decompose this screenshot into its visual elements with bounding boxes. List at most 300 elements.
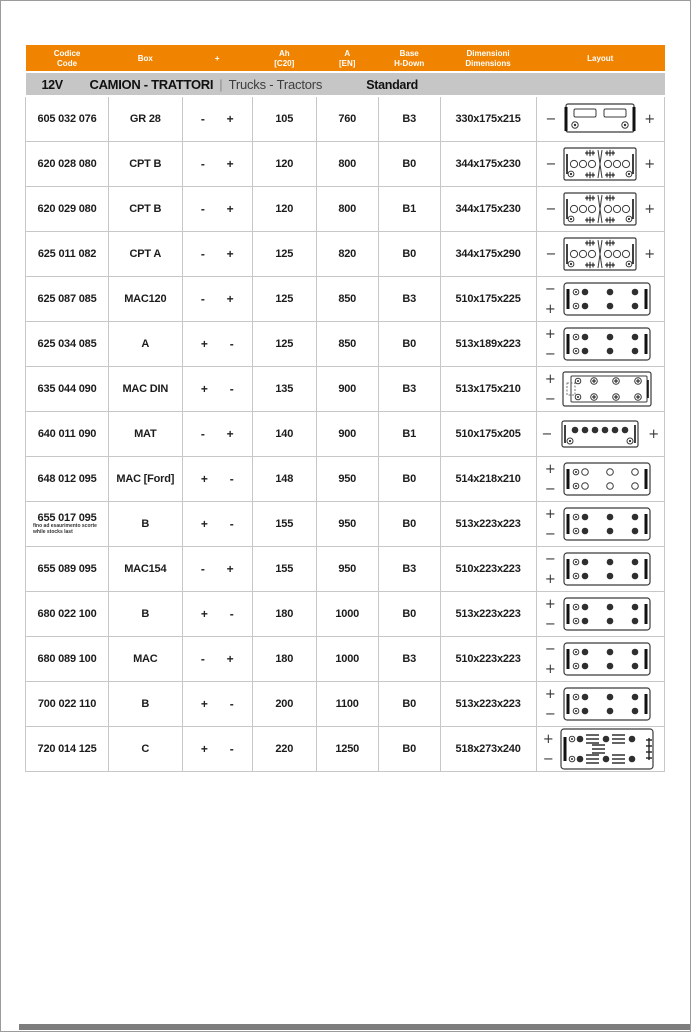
table-row [26,682,665,727]
base-cell [378,637,440,682]
dimensions-value: 510x223x223 [455,653,521,666]
polarity-sign-right: + [648,426,659,442]
box-value: A [141,338,150,351]
polarity-sign-left: − [545,201,557,217]
code-value: 640 011 090 [37,428,97,441]
base-cell [378,96,440,142]
battery-layout-diagram [556,726,658,772]
code-cell [26,322,109,367]
polarity-first: + [200,697,208,712]
en-value: 950 [338,473,357,486]
box-cell [109,232,182,277]
base-cell [378,187,440,232]
base-value: B0 [402,473,416,486]
ah-value: 155 [275,563,294,576]
ah-cell [252,592,316,637]
polarity-second: + [226,292,234,307]
base-value: B0 [402,248,416,261]
battery-layout-diagram [558,593,656,635]
polarity-second: - [229,607,234,622]
en-cell [316,96,378,142]
title-separator: | [219,76,223,92]
footnote-line2: while stocks last [33,529,73,536]
en-cell [316,322,378,367]
polarity-second: - [229,517,234,532]
battery-layout-diagram [558,144,642,184]
polarity-first: + [200,472,208,487]
column-header-line2: Dimensions [465,58,511,68]
column-header-line1: + [214,53,220,63]
en-cell [316,412,378,457]
table-row [26,142,665,187]
base-cell [378,502,440,547]
en-value: 950 [338,563,357,576]
base-cell [378,412,440,457]
battery-spec-table [25,45,665,772]
layout-cell [536,727,665,772]
polarity-second: + [226,247,234,262]
ah-cell [252,547,316,592]
code-value: 720 014 125 [37,743,97,756]
dimensions-value: 344x175x230 [455,158,521,171]
polarity-sign-right: + [644,201,655,217]
battery-layout-diagram [558,683,656,725]
base-value: B3 [402,383,416,396]
base-cell [378,277,440,322]
battery-layout-diagram [554,417,646,451]
layout-cell [536,96,665,142]
column-header-line1: Base [399,49,419,58]
column-header-line2: H-Down [394,58,425,68]
ah-cell [252,412,316,457]
polarity-sign-top: − [544,551,556,567]
ah-value: 120 [275,158,294,171]
layout-cell [536,457,665,502]
polarity-first: - [200,157,205,172]
battery-layout-diagram [558,278,656,320]
polarity-cell [182,547,252,592]
en-value: 850 [338,338,357,351]
battery-layout-diagram [558,458,656,500]
column-header-line2: [EN] [338,58,356,68]
dimensions-cell [440,232,536,277]
base-value: B0 [402,518,416,531]
box-cell [109,457,182,502]
code-value: 655 017 095 [37,512,97,525]
en-value: 1000 [335,653,360,666]
polarity-second: + [226,562,234,577]
table-row [26,727,665,772]
polarity-cell [182,367,252,412]
polarity-cell [182,637,252,682]
dimensions-cell [440,412,536,457]
en-value: 800 [338,158,357,171]
table-row [26,367,665,412]
ah-cell [252,367,316,412]
code-cell [26,187,109,232]
code-value: 635 044 090 [37,383,97,396]
dimensions-value: 513x189x223 [455,338,521,351]
table-row [26,412,665,457]
polarity-sign-top: − [544,281,556,297]
polarity-sign-left: − [541,426,553,442]
battery-layout-diagram [558,503,656,545]
polarity-cell [182,592,252,637]
dimensions-cell [440,322,536,367]
layout-cell [536,502,665,547]
ah-cell [252,322,316,367]
dimensions-value: 518x273x240 [455,743,521,756]
base-value: B0 [402,338,416,351]
base-cell [378,727,440,772]
polarity-cell [182,682,252,727]
polarity-sign-bottom: + [544,301,556,317]
en-value: 1000 [335,608,360,621]
page-bottom-strip [19,1024,690,1030]
box-cell [109,96,182,142]
polarity-cell [182,502,252,547]
table-row [26,547,665,592]
dimensions-cell [440,592,536,637]
en-cell [316,547,378,592]
dimensions-cell [440,502,536,547]
box-cell [109,187,182,232]
box-cell [109,367,182,412]
column-header [252,45,316,72]
layout-cell [536,547,665,592]
polarity-first: - [200,427,205,442]
ah-cell [252,637,316,682]
polarity-second: + [226,652,234,667]
polarity-sign-top: + [544,506,556,522]
base-cell [378,142,440,187]
polarity-sign-top: + [544,596,556,612]
base-cell [378,547,440,592]
polarity-sign-bottom: − [542,751,554,767]
ah-value: 125 [275,293,294,306]
dimensions-value: 513x223x223 [455,698,521,711]
polarity-second: - [229,742,234,757]
en-cell [316,502,378,547]
column-header-line1: Ah [278,49,290,58]
column-header-line1: Layout [587,53,614,63]
ah-cell [252,682,316,727]
en-cell [316,682,378,727]
code-value: 680 089 100 [37,653,97,666]
polarity-first: - [200,247,205,262]
polarity-first: + [200,382,208,397]
polarity-sign-bottom: + [544,571,556,587]
base-value: B3 [402,113,416,126]
battery-layout-diagram [558,234,642,274]
layout-cell [536,142,665,187]
table-header-row [26,45,665,72]
polarity-second: - [229,337,234,352]
code-value: 648 012 095 [37,473,97,486]
base-cell [378,367,440,412]
polarity-second: + [226,112,234,127]
section-title-it: CAMION - TRATTORI [89,76,214,92]
box-value: CPT B [129,203,162,216]
footnote-line1: fino ad esaurimento scorte [33,523,97,530]
base-cell [378,592,440,637]
polarity-sign-top: + [544,686,556,702]
dimensions-value: 510x175x205 [455,428,521,441]
base-value: B0 [402,743,416,756]
en-cell [316,457,378,502]
box-cell [109,592,182,637]
dimensions-value: 330x175x215 [455,113,521,126]
en-cell [316,142,378,187]
column-header [440,45,536,72]
column-header [26,45,109,72]
layout-cell [536,592,665,637]
ah-cell [252,457,316,502]
table-row [26,187,665,232]
dimensions-value: 510x223x223 [455,563,521,576]
code-value: 620 029 080 [37,203,97,216]
dimensions-cell [440,637,536,682]
table-row [26,232,665,277]
base-cell [378,322,440,367]
battery-layout-diagram [558,368,656,410]
polarity-sign-bottom: − [544,481,556,497]
code-cell [26,412,109,457]
en-value: 820 [338,248,357,261]
dimensions-value: 510x175x225 [455,293,521,306]
code-value: 625 011 082 [37,248,97,261]
base-value: B0 [402,158,416,171]
code-value: 620 028 080 [37,158,97,171]
polarity-first: - [200,112,205,127]
base-value: B1 [402,428,416,441]
dimensions-value: 513x223x223 [455,608,521,621]
en-cell [316,232,378,277]
table-row [26,277,665,322]
base-cell [378,457,440,502]
polarity-sign-bottom: − [544,391,556,407]
table-row [26,637,665,682]
box-cell [109,502,182,547]
dimensions-cell [440,96,536,142]
battery-layout-diagram [558,638,656,680]
en-value: 1250 [335,743,360,756]
en-value: 760 [338,113,357,126]
polarity-first: - [200,292,205,307]
battery-layout-diagram [558,100,642,138]
code-value: 625 034 085 [37,338,97,351]
box-value: B [141,518,150,531]
polarity-second: + [226,157,234,172]
code-value: 625 087 085 [37,293,97,306]
polarity-first: - [200,562,205,577]
code-value: 680 022 100 [37,608,97,621]
table-row [26,457,665,502]
table-row [26,592,665,637]
column-header-line1: A [344,49,351,58]
box-value: C [141,743,150,756]
polarity-second: + [226,427,234,442]
base-value: B0 [402,698,416,711]
ah-value: 148 [275,473,294,486]
battery-layout-diagram [558,323,656,365]
polarity-sign-right: + [644,246,655,262]
ah-value: 220 [275,743,294,756]
polarity-cell [182,412,252,457]
en-cell [316,727,378,772]
box-value: CPT A [129,248,162,261]
code-cell [26,367,109,412]
polarity-cell [182,142,252,187]
polarity-first: + [200,742,208,757]
ah-value: 180 [275,653,294,666]
polarity-sign-left: − [545,111,557,127]
ah-cell [252,142,316,187]
ah-value: 155 [275,518,294,531]
ah-cell [252,502,316,547]
base-value: B3 [402,653,416,666]
polarity-sign-left: − [545,156,557,172]
code-cell [26,637,109,682]
polarity-sign-top: + [544,326,556,342]
polarity-sign-top: + [544,461,556,477]
layout-cell [536,637,665,682]
layout-cell [536,412,665,457]
dimensions-value: 344x175x230 [455,203,521,216]
table-row [26,322,665,367]
code-cell [26,457,109,502]
polarity-second: - [229,472,234,487]
box-value: MAC [133,653,158,666]
dimensions-cell [440,187,536,232]
en-value: 800 [338,203,357,216]
en-cell [316,637,378,682]
column-header-line2: [C20] [274,58,295,68]
section-band [26,72,665,96]
section-title-en: Trucks - Tractors [228,76,323,92]
box-value: MAC120 [124,293,167,306]
code-cell [26,277,109,322]
polarity-sign-top: + [544,371,556,387]
code-cell [26,727,109,772]
polarity-cell [182,457,252,502]
box-value: MAT [134,428,157,441]
en-cell [316,592,378,637]
table-row [26,96,665,142]
column-header [316,45,378,72]
polarity-cell [182,277,252,322]
polarity-second: - [229,382,234,397]
polarity-sign-right: + [644,111,655,127]
layout-cell [536,682,665,727]
box-cell [109,637,182,682]
box-cell [109,682,182,727]
base-value: B3 [402,293,416,306]
dimensions-cell [440,142,536,187]
base-value: B3 [402,563,416,576]
polarity-first: - [200,202,205,217]
dimensions-value: 513x223x223 [455,518,521,531]
polarity-cell [182,96,252,142]
base-value: B1 [402,203,416,216]
polarity-second: + [226,202,234,217]
polarity-sign-top: + [542,731,554,747]
voltage-label: 12V [41,77,63,92]
box-cell [109,727,182,772]
polarity-cell [182,322,252,367]
section-variant: Standard [366,77,418,92]
code-cell [26,96,109,142]
code-value: 655 089 095 [37,563,97,576]
ah-cell [252,232,316,277]
polarity-sign-right: + [644,156,655,172]
polarity-sign-bottom: − [544,346,556,362]
code-cell [26,502,109,547]
box-value: B [141,698,150,711]
ah-value: 125 [275,248,294,261]
en-value: 900 [338,383,357,396]
code-cell [26,682,109,727]
code-cell [26,547,109,592]
code-cell [26,232,109,277]
en-value: 900 [338,428,357,441]
box-cell [109,277,182,322]
dimensions-cell [440,682,536,727]
box-cell [109,142,182,187]
box-value: GR 28 [129,113,161,126]
column-header [182,45,252,72]
en-cell [316,367,378,412]
box-value: CPT B [129,158,162,171]
box-cell [109,547,182,592]
polarity-first: + [200,337,208,352]
ah-value: 200 [275,698,294,711]
en-cell [316,277,378,322]
polarity-second: - [229,697,234,712]
dimensions-cell [440,367,536,412]
box-value: MAC154 [124,563,167,576]
box-cell [109,322,182,367]
polarity-sign-top: − [544,641,556,657]
column-header-line1: Dimensioni [466,49,510,58]
layout-cell [536,367,665,412]
box-value: MAC DIN [122,383,169,396]
dimensions-cell [440,727,536,772]
ah-value: 105 [275,113,294,126]
base-cell [378,232,440,277]
ah-cell [252,727,316,772]
dimensions-cell [440,547,536,592]
battery-layout-diagram [558,548,656,590]
ah-cell [252,96,316,142]
polarity-sign-bottom: − [544,706,556,722]
polarity-sign-left: − [545,246,557,262]
ah-value: 140 [275,428,294,441]
ah-value: 135 [275,383,294,396]
polarity-cell [182,232,252,277]
polarity-first: + [200,607,208,622]
ah-value: 180 [275,608,294,621]
battery-layout-diagram [558,189,642,229]
table-row [26,502,665,547]
en-value: 850 [338,293,357,306]
ah-value: 120 [275,203,294,216]
box-cell [109,412,182,457]
polarity-cell [182,727,252,772]
polarity-sign-bottom: − [544,616,556,632]
dimensions-value: 344x175x290 [455,248,521,261]
polarity-sign-bottom: − [544,526,556,542]
